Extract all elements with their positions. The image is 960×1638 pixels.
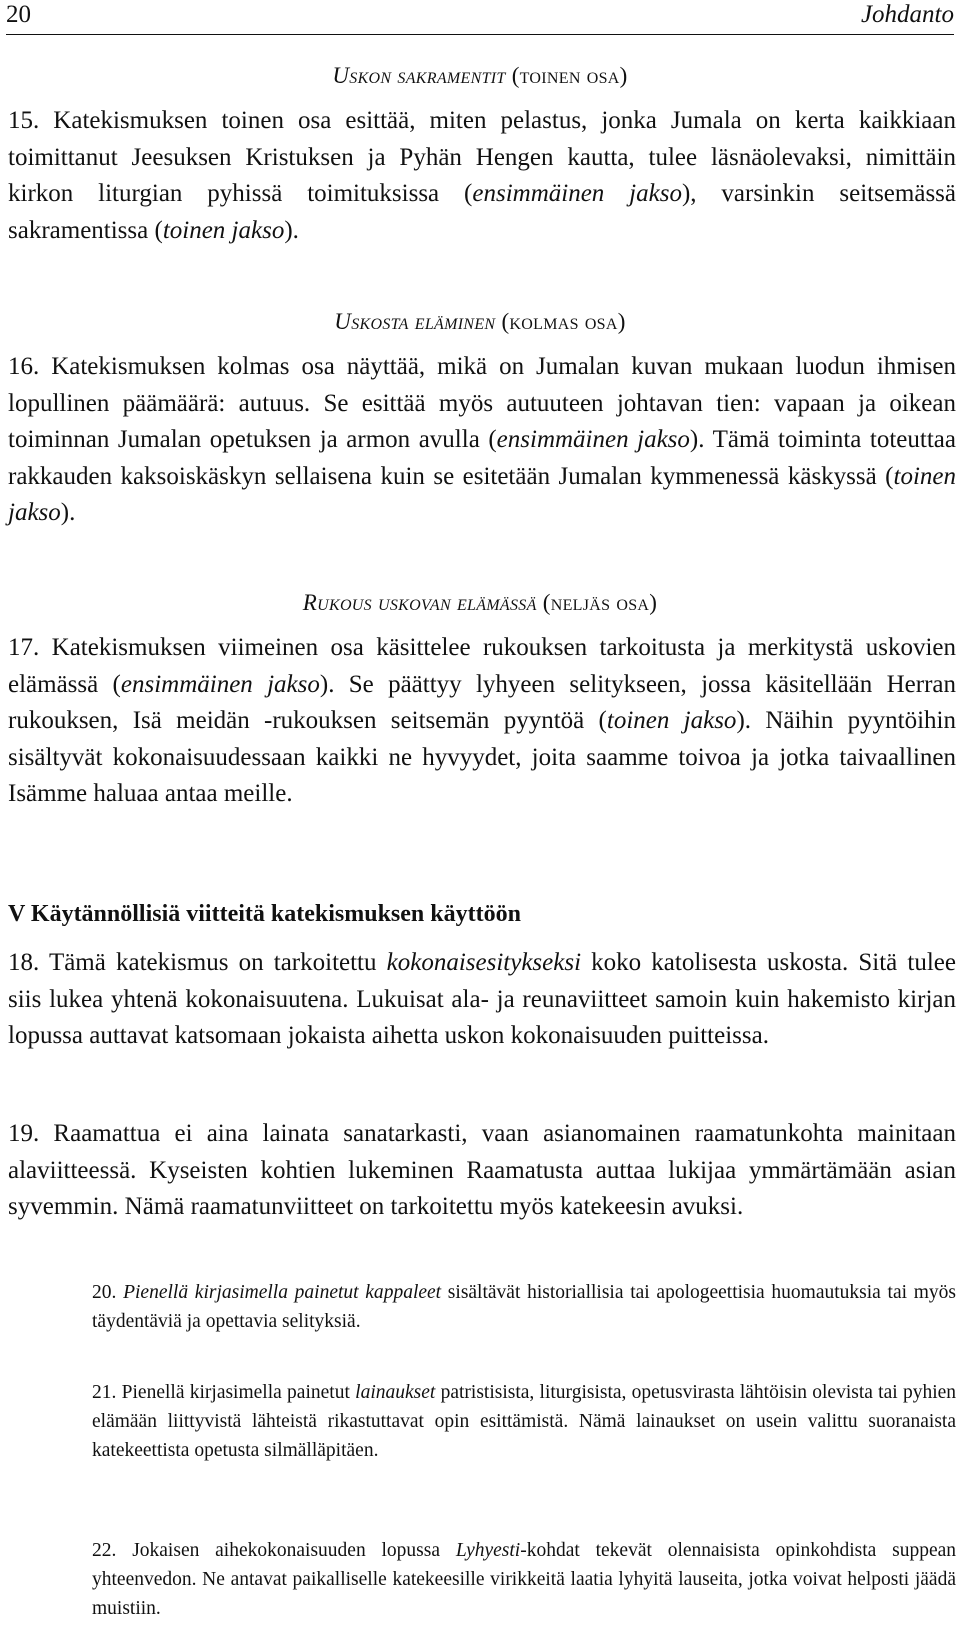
chapter-heading: V Käytännöllisiä viitteitä katekismuksen käyttöön xyxy=(8,901,521,927)
section-heading-title: Uskon sakramentit xyxy=(332,63,506,88)
paragraph-text: ). xyxy=(284,216,299,244)
paragraph-number: 22. xyxy=(92,1540,117,1561)
section-heading-part: (kolmas osa) xyxy=(501,309,626,334)
paragraph-emphasis: kokonaisesitykseksi xyxy=(386,949,582,976)
paragraph-text: Katekismuksen viimeinen osa käsittelee rukouksen tarkoitusta ja merkitystä uskovien elämässä ( xyxy=(8,634,957,698)
paragraph-number: 19. xyxy=(8,1120,40,1147)
paragraph-number: 20. xyxy=(92,1282,117,1303)
paragraph-text: patristisista, liturgisista, opetusvirasta lähtöisin olevista tai pyhien elämään liittyvistä lähteistä rikastuttavat opin esittämistä. Nämä lainaukset on usein valittu suoranaista katekeettista opetusta silmälläpitäen. xyxy=(92,1382,957,1461)
paragraph-text: Pienellä kirjasimella painetut xyxy=(121,1382,356,1403)
paragraph-17 xyxy=(8,630,956,813)
paragraph-number: 15. xyxy=(8,107,40,134)
paragraph-text: ). xyxy=(60,499,76,526)
paragraph-emphasis: toinen jakso xyxy=(8,462,956,526)
paragraph-emphasis: Pienellä kirjasimella painetut kappaleet xyxy=(123,1282,442,1303)
paragraph-text: ). Se päättyy lyhyeen selitykseen, jossa käsitellään Herran rukouksen, Isä meidän -rukouksen seitsemän pyyntöä ( xyxy=(8,670,956,734)
paragraph-18 xyxy=(8,945,956,1055)
paragraph-emphasis: toinen jakso xyxy=(606,707,737,734)
paragraph-emphasis: ensimmäinen jakso xyxy=(496,426,690,453)
paragraph-emphasis: toinen jakso xyxy=(162,216,285,244)
paragraph-text: sisältävät historiallisia tai apologeettisia huomautuksia tai myös täydentäviä ja opettavia selityksiä. xyxy=(92,1282,957,1332)
paragraph-number: 18. xyxy=(8,949,40,976)
paragraph-text: ). Tämä toiminta toteuttaa rakkauden kaksoiskäskyn sellaisena kuin se esitetään Jumalan kymmenessä käskyssä ( xyxy=(8,426,956,490)
paragraph-16 xyxy=(8,349,956,532)
paragraph-number: 16. xyxy=(8,353,40,380)
paragraph-15 xyxy=(8,103,956,249)
paragraph-text: Raamattua ei aina lainata sanatarkasti, vaan asianomainen raamatunkohta mainitaan alaviitteessä. Kyseisten kohtien lukeminen Raamatusta auttaa lukijaa ymmärtämään asian syvemmin. Nämä raamatunviitteet on tarkoitettu myös katekeesin avuksi. xyxy=(8,1120,956,1220)
small-paragraph-22 xyxy=(92,1536,956,1623)
paragraph-text: Katekismuksen kolmas osa näyttää, mikä on Jumalan kuvan mukaan luodun ihmisen lopullinen päämäärä: autuus. Se esittää myös autuuteen johtavan tien: vapaan ja oikean toiminnan Jumalan opetuksen ja armon avulla ( xyxy=(8,353,956,453)
paragraph-19 xyxy=(8,1116,956,1226)
small-paragraph-21 xyxy=(92,1378,956,1465)
section-heading-title: Rukous uskovan elämässä xyxy=(302,590,537,615)
page-number: 20 xyxy=(6,1,31,28)
paragraph-number: 17. xyxy=(8,634,40,661)
paragraph-emphasis: ensimmäinen jakso xyxy=(120,670,320,698)
running-title: Johdanto xyxy=(860,1,954,28)
paragraph-text: koko katolisesta uskosta. Sitä tulee siis lukea yhtenä kokonaisuutena. Lukuisat ala- ja reunaviitteet samoin kuin hakemisto kirjan lopussa auttavat katsomaan jokaista aihetta uskon kokonaisuuden puitteissa. xyxy=(8,949,956,1049)
paragraph-emphasis: ensimmäinen jakso xyxy=(472,180,682,207)
paragraph-text: Tämä katekismus on tarkoitettu xyxy=(48,949,387,976)
paragraph-text: Katekismuksen toinen osa esittää, miten pelastus, jonka Jumala on kerta kaikkiaan toimittanut Jeesuksen Kristuksen ja Pyhän Hengen kautta, tulee läsnäolevaksi, nimittäin kirkon liturgian pyhissä toimituksissa ( xyxy=(8,107,957,207)
running-header xyxy=(6,0,954,35)
paragraph-text: ). Näihin pyyntöihin sisältyvät kokonaisuudessaan kaikki ne hyvyydet, joita saamme toivoa ja jotka taivaallinen Isämme haluaa antaa meille. xyxy=(8,707,956,807)
paragraph-emphasis: lainaukset xyxy=(355,1382,436,1403)
section-heading-sacraments xyxy=(0,61,960,91)
section-heading-part: (toinen osa) xyxy=(511,63,628,88)
paragraph-number: 21. xyxy=(92,1382,117,1403)
paragraph-text: Jokaisen aihekokonaisuuden lopussa xyxy=(132,1540,456,1561)
section-heading-title: Uskosta eläminen xyxy=(334,309,496,334)
section-heading-living-faith xyxy=(0,307,960,337)
small-paragraph-20 xyxy=(92,1278,956,1336)
section-heading-prayer xyxy=(0,588,960,618)
paragraph-text: -kohdat tekevät olennaisista opinkohdista suppean yhteenvedon. Ne antavat paikalliselle katekeesille virikkeitä laatia lyhyitä lauseita, jotka voivat helposti jäädä muistiin. xyxy=(92,1540,957,1619)
paragraph-emphasis: Lyhyesti xyxy=(455,1540,521,1561)
section-heading-part: (neljäs osa) xyxy=(542,590,658,615)
paragraph-text: ), varsinkin seitsemässä sakramentissa ( xyxy=(8,180,957,244)
